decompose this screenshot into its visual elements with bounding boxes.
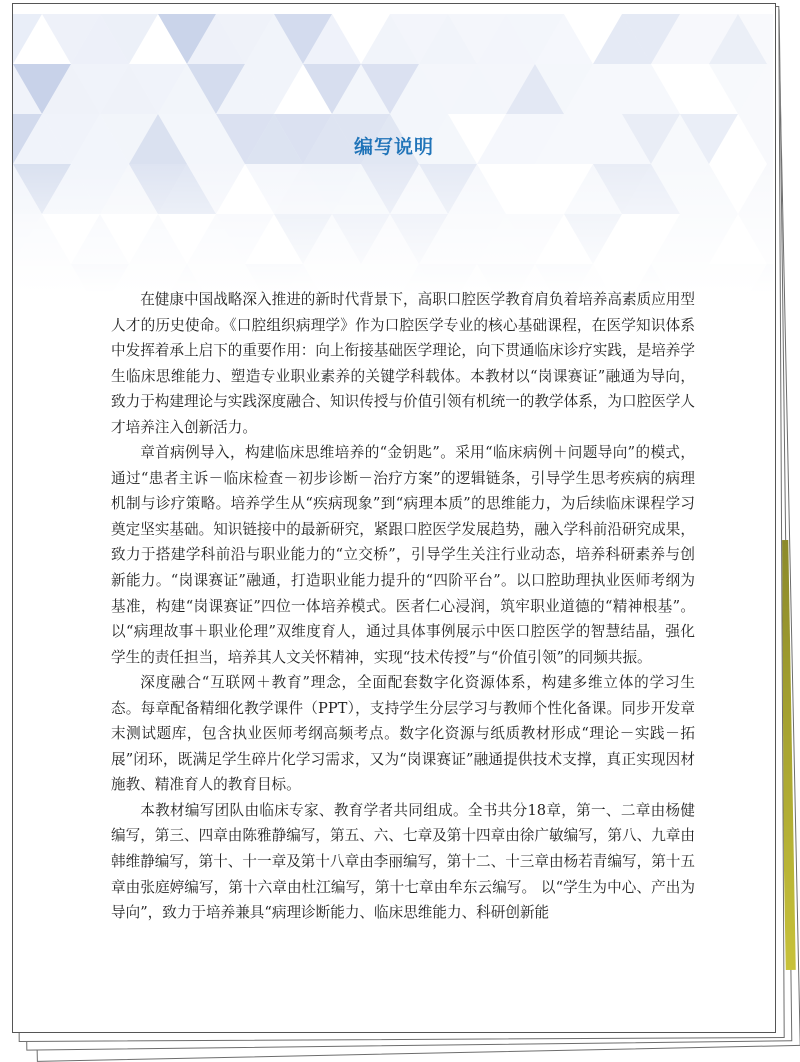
document-page [12,3,776,1033]
page-title: 编写说明 [353,136,434,158]
paragraph-features: 章首病例导入，构建临床思维培养的“金钥匙”。采用“临床病例＋问题导向”的模式，通过“患者主诉－临床检查－初步诊断－治疗方案”的逻辑链条，引导学生思考疾病的病理机制与诊疗策略。培养学生从“疾病现象”到“病理本质”的思维能力，为后续临床课程学习奠定坚实基础。知识链接中的最新研究，紧跟口腔医学发展趋势，融入学科前沿研究成果，致力于搭建学科前沿与职业能力的“立交桥”，引导学生关注行业动态，培养科研素养与创新能力。“岗课赛证”融通，打造职业能力提升的“四阶平台”。以口腔助理执业医师考纲为基准，构建“岗课赛证”四位一体培养模式。医者仁心浸润，筑牢职业道德的“精神根基”。以“病理故事＋职业伦理”双维度育人，通过具体事例展示中医口腔医学的智慧结晶，强化学生的责任担当，培养其人文关怀精神，实现“技术传授”与“价值引领”的同频共振。 [111,444,695,666]
paragraph-digital: 深度融合“互联网＋教育”理念，全面配套数字化资源体系，构建多维立体的学习生态。每章配备精细化教学课件（PPT），支持学生分层学习与教师个性化备课。同步开发章末测试题库，包含执业医师考纲高频考点。数字化资源与纸质教材形成“理论－实践－拓展”闭环，既满足学生碎片化学习需求，又为“岗课赛证”融通提供技术支撑，真正实现因材施教、精准育人的教育目标。 [111,674,695,794]
body-text [111,287,695,926]
paragraph-team: 本教材编写团队由临床专家、教育学者共同组成。全书共分18章，第一、二章由杨健编写，第三、四章由陈雅静编写，第五、六、七章及第十四章由徐广敏编写，第八、九章由韩维静编写，第十、十一章及第十八章由李丽编写，第十二、十三章由杨若青编写，第十五章由张庭婷编写，第十六章由杜江编写，第十七章由牟东云编写。 以“学生为中心、产出为导向”，致力于培养兼具“病理诊断能力、临床思维能力、科研创新能 [111,801,695,922]
paragraph-intro: 在健康中国战略深入推进的新时代背景下，高职口腔医学教育肩负着培养高素质应用型人才的历史使命。《口腔组织病理学》作为口腔医学专业的核心基础课程，在医学知识体系中发挥着承上启下的重要作用：向上衔接基础医学理论，向下贯通临床诊疗实践，是培养学生临床思维能力、塑造专业职业素养的关键学科载体。本教材以“岗课赛证”融通为导向，致力于构建理论与实践深度融合、知识传授与价值引领有机统一的教学体系，为口腔医学人才培养注入创新活力。 [111,291,695,436]
